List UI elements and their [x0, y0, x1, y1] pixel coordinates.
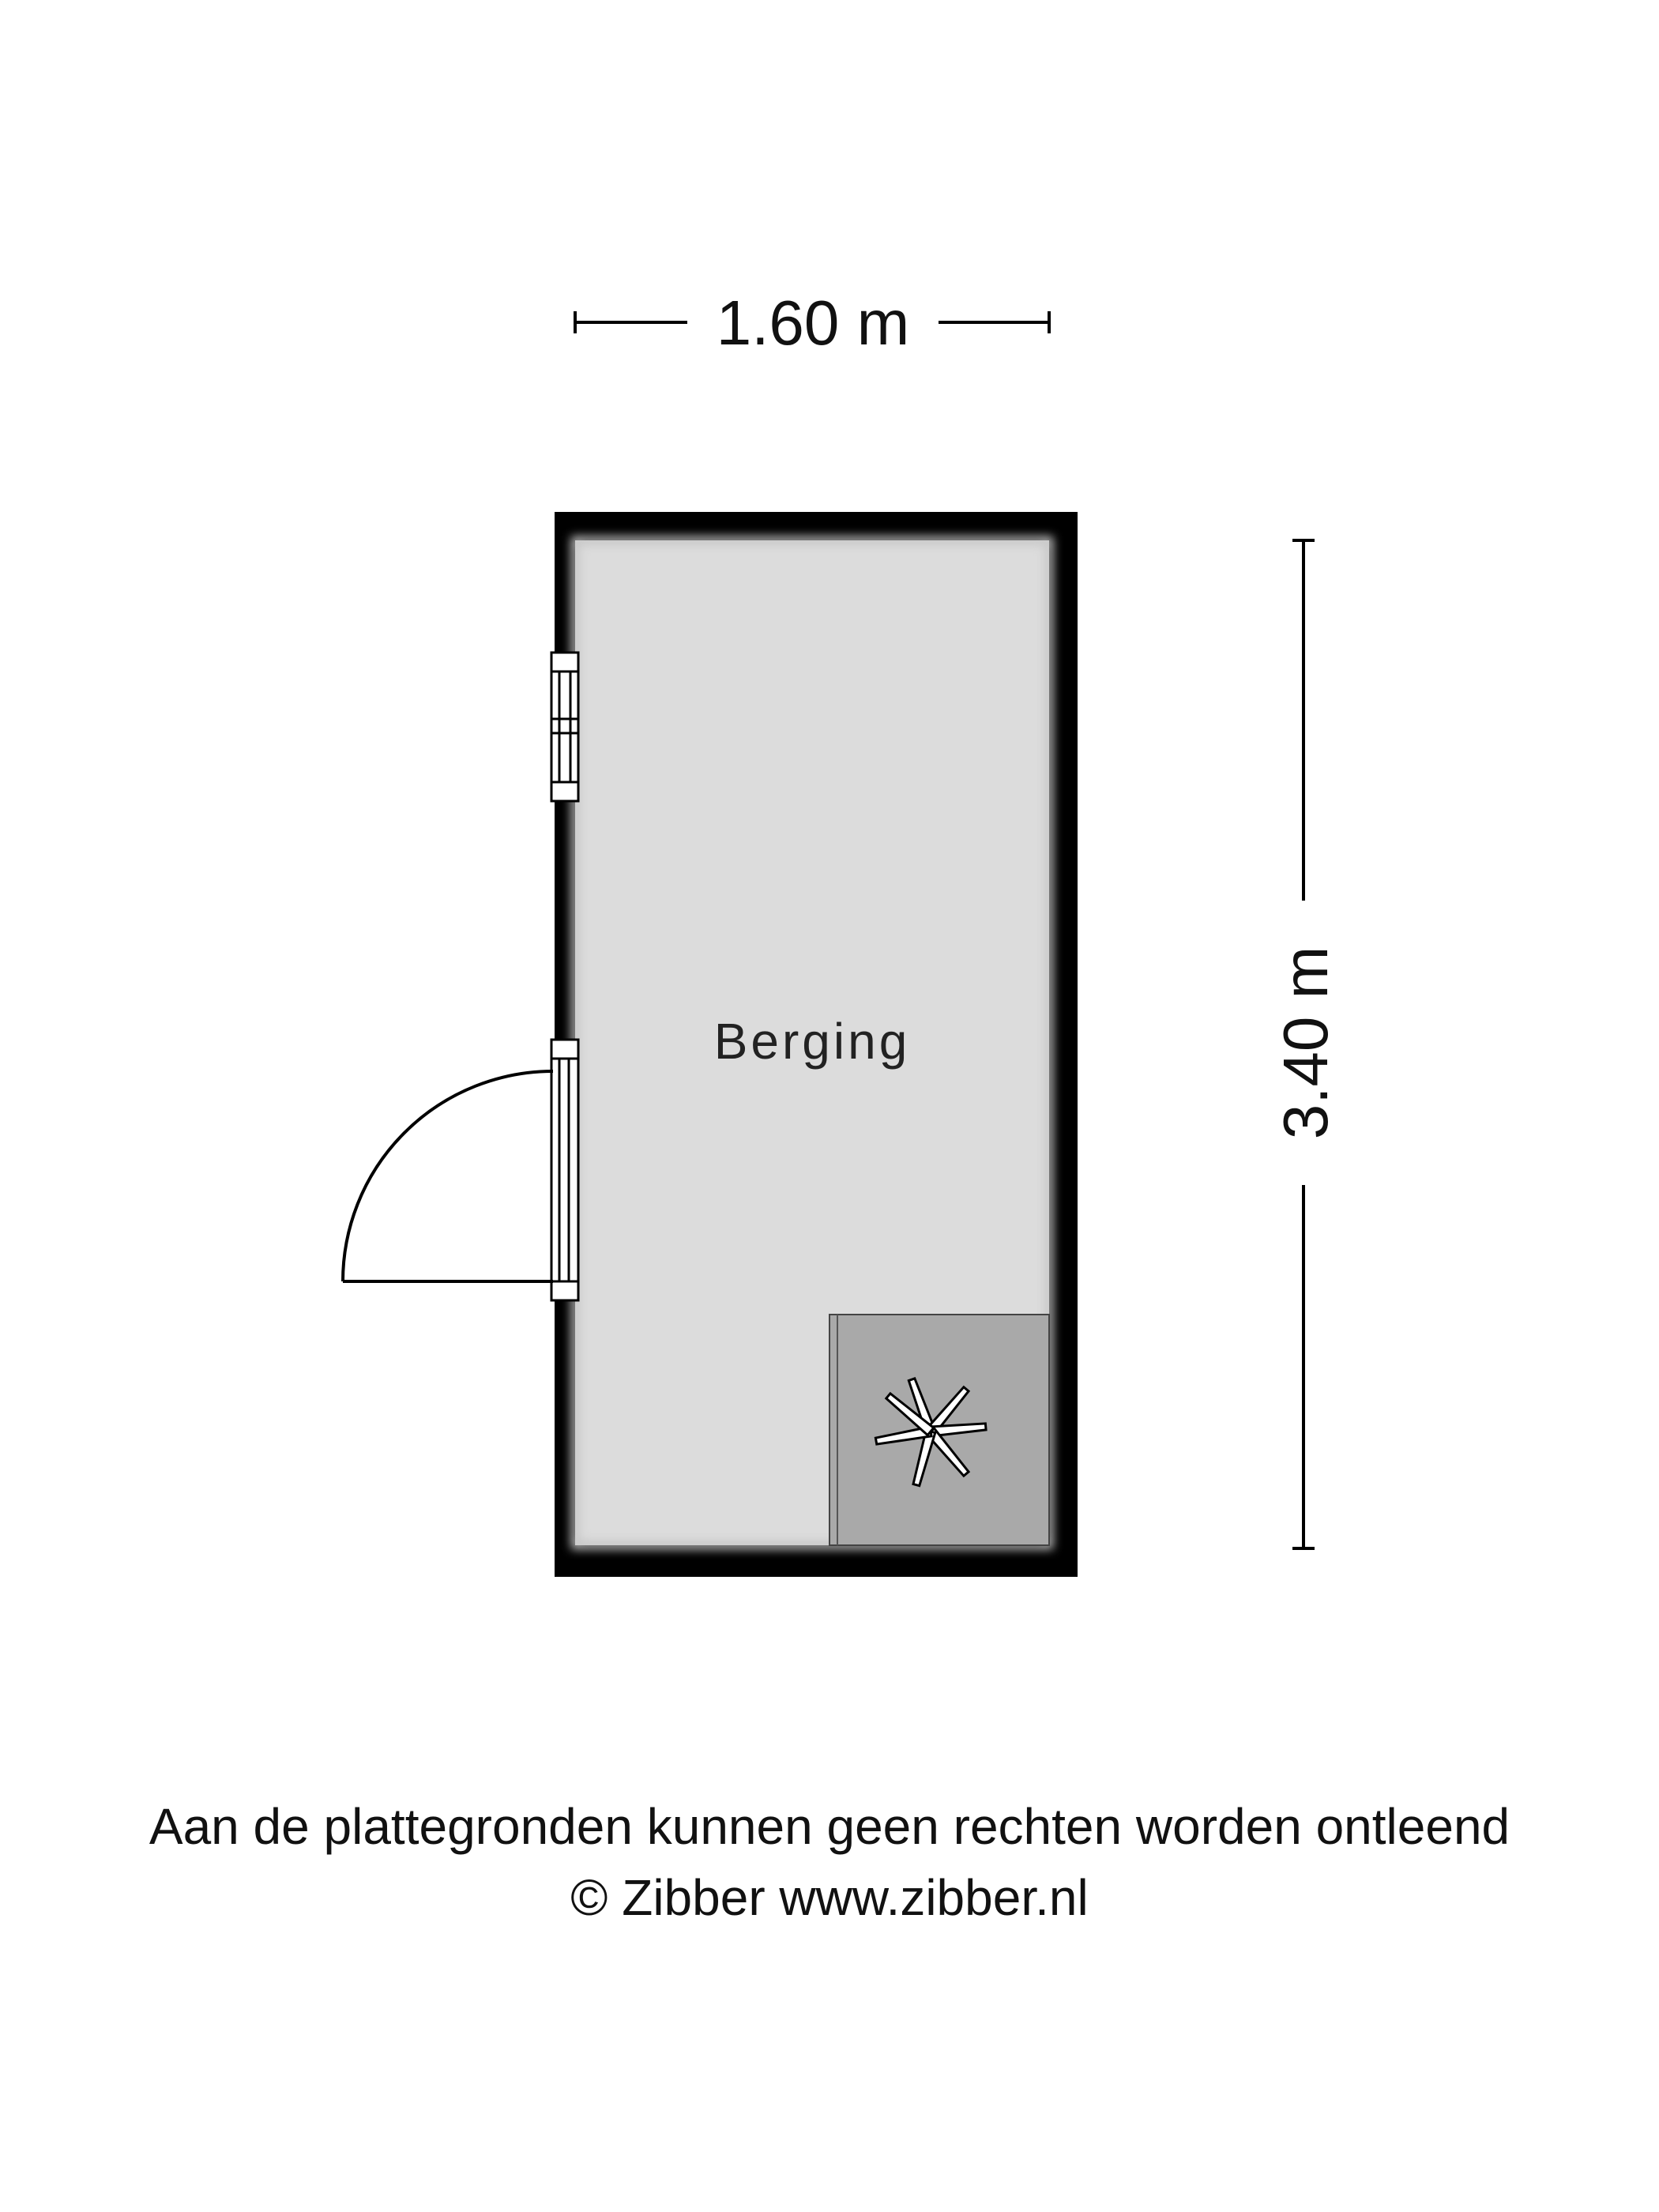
copyright-text: © Zibber www.zibber.nl [570, 1869, 1089, 1926]
width-dimension-label: 1.60 m [716, 288, 910, 358]
height-dimension [1270, 540, 1341, 1548]
height-dimension-label: 3.40 m [1270, 946, 1341, 1140]
door-swing-arc [343, 1071, 553, 1281]
door [343, 1040, 578, 1300]
room-label: Berging [713, 1013, 911, 1070]
width-dimension [575, 288, 1049, 358]
room-berging [343, 512, 1078, 1577]
window [551, 653, 578, 801]
disclaimer-text: Aan de plattegronden kunnen geen rechten worden ontleend [149, 1798, 1510, 1855]
utility-area [830, 1315, 1049, 1545]
